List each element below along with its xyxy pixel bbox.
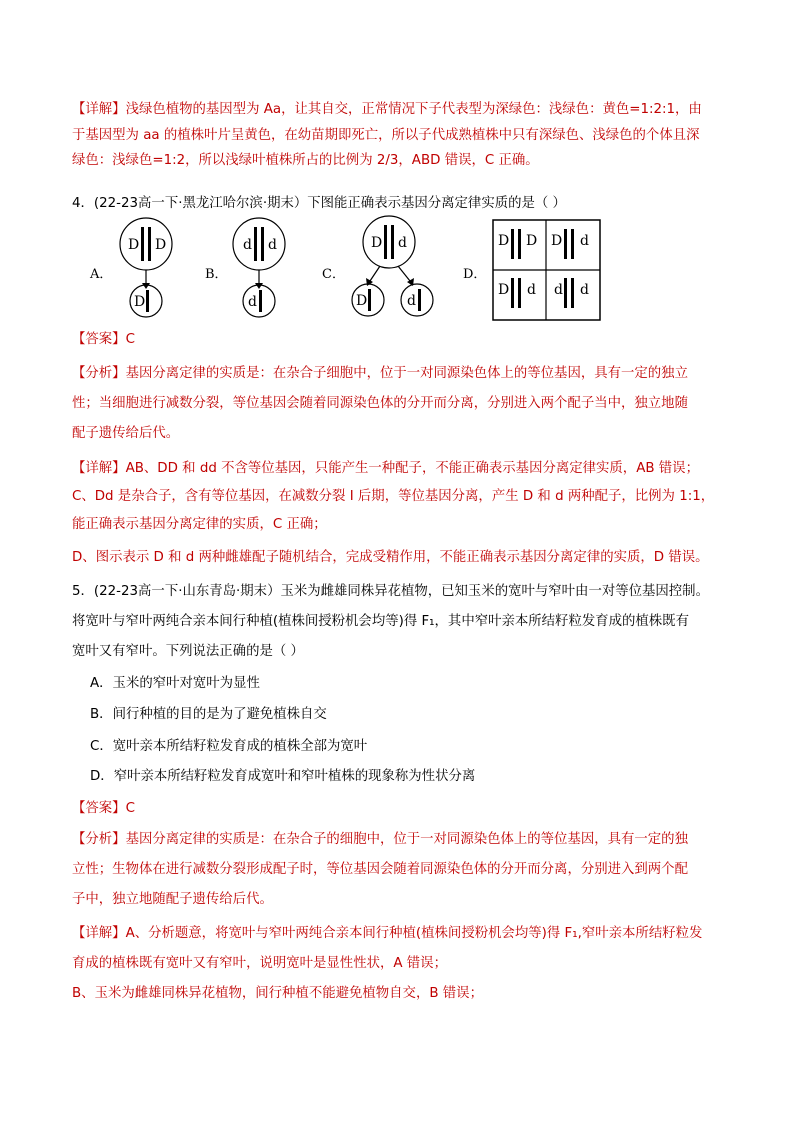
q5-option-d: D．窄叶亲本所结籽粒发育成宽叶和窄叶植株的现象称为性状分离	[90, 769, 476, 784]
q5-option-a: A．玉米的窄叶对宽叶为显性	[90, 676, 260, 691]
q4-option-c-label: C．	[322, 267, 345, 282]
answer-value: C	[125, 332, 135, 347]
diagram-c	[352, 216, 433, 316]
analysis-label: 【分析】	[72, 832, 126, 847]
gene-label: D	[356, 293, 368, 309]
q4-option-b-label: B．	[205, 267, 228, 282]
analysis-label: 【分析】	[72, 366, 126, 381]
gene-label: D	[371, 235, 383, 251]
q5-detail-line-1	[72, 924, 732, 944]
q4-detail-line-2: C、Dd 是杂合子，含有等位基因，在减数分裂 I 后期，等位基因分离，产生 D 和 d 两种配子，比例为 1:1，	[72, 489, 715, 504]
gene-label: d	[268, 237, 277, 253]
q4-detail-text-1: AB、DD 和 dd 不含等位基因，只能产生一种配子，不能正确表示基因分离定律实质，AB 错误；	[125, 461, 699, 476]
q4-option-a-label: A．	[90, 267, 113, 282]
answer-value: C	[125, 801, 135, 816]
q3-detail-line-2: 于基因型为 aa 的植株叶片呈黄色，在幼苗期即死亡，所以子代成熟植株中只有深绿色、浅绿色的个体且深	[72, 128, 700, 143]
gene-label: d	[243, 237, 252, 253]
q5-analysis-text-1: 基因分离定律的实质是：在杂合子的细胞中，位于一对同源染色体上的等位基因，具有一定的独	[125, 832, 688, 847]
q4-diagrams	[0, 215, 794, 325]
q5-analysis-line-3: 子中，独立地随配子遗传给后代。	[72, 892, 273, 907]
q5-detail-line-3: B、玉米为雌雄同株异花植物，间行种植不能避免植物自交，B 错误；	[72, 986, 483, 1001]
q5-option-c: C．宽叶亲本所结籽粒发育成的植株全部为宽叶	[90, 739, 368, 754]
q4-analysis-text-1: 基因分离定律的实质是：在杂合子细胞中，位于一对同源染色体上的等位基因，具有一定的独立	[125, 366, 688, 381]
diagram-a	[120, 218, 172, 317]
q5-detail-text-1: A、分析题意，将宽叶与窄叶两纯合亲本间行种植(植株间授粉机会均等)得 F₁,窄叶亲本所结籽粒发	[125, 926, 703, 941]
q3-detail-line-3: 绿色：浅绿色=1:2，所以浅绿叶植株所占的比例为 2/3，ABD 错误，C 正确。	[72, 153, 539, 168]
detail-label: 【详解】	[72, 102, 126, 117]
gene-label: D	[551, 233, 563, 249]
q5-stem-line-3: 宽叶又有窄叶。下列说法正确的是（ ）	[72, 644, 304, 659]
q5-stem-line-2: 将宽叶与窄叶两纯合亲本间行种植(植株间授粉机会均等)得 F₁，其中窄叶亲本所结籽粒发育成的植株既有	[72, 614, 689, 629]
gene-label: d	[554, 282, 563, 298]
gene-label: d	[248, 294, 257, 310]
gene-label: D	[128, 237, 140, 253]
answer-label: 【答案】	[72, 332, 126, 347]
gene-label: d	[398, 235, 407, 251]
q4-analysis-line-3: 配子遗传给后代。	[72, 426, 180, 441]
q5-option-b: B．间行种植的目的是为了避免植株自交	[90, 707, 327, 722]
q4-detail-line-4: D、图示表示 D 和 d 两种雌雄配子随机结合，完成受精作用，不能正确表示基因分离定律的实质，D 错误。	[72, 550, 709, 565]
gene-label: d	[580, 233, 589, 249]
gene-label: D	[526, 233, 538, 249]
detail-label: 【详解】	[72, 926, 126, 941]
q4-option-d-label: D．	[463, 267, 487, 282]
q5-analysis-line-1	[72, 830, 732, 850]
q3-detail-text-1: 浅绿色植物的基因型为 Aa，让其自交，正常情况下子代表型为深绿色：浅绿色：黄色=1:2:1，由	[125, 102, 702, 117]
q4-detail-line-1	[72, 459, 732, 479]
gene-label: D	[498, 282, 510, 298]
q5-detail-line-2: 育成的植株既有宽叶又有窄叶，说明宽叶是显性性状，A 错误；	[72, 956, 447, 971]
q4-analysis-line-2: 性；当细胞进行减数分裂，等位基因会随着同源染色体的分开而分离，分别进入两个配子当中，独立地随	[72, 396, 688, 411]
q5-answer	[72, 799, 732, 819]
gene-label: d	[580, 282, 589, 298]
detail-label: 【详解】	[72, 461, 126, 476]
q4-detail-line-3: 能正确表示基因分离定律的实质，C 正确；	[72, 517, 327, 532]
gene-label: D	[155, 237, 167, 253]
q4-stem: 4．(22-23高一下·黑龙江哈尔滨·期末）下图能正确表示基因分离定律实质的是（ ）	[72, 196, 566, 211]
gene-label: d	[527, 282, 536, 298]
gene-label: d	[407, 293, 416, 309]
diagram-d	[493, 220, 600, 320]
gene-label: D	[134, 294, 146, 310]
q5-stem-line-1: 5．(22-23高一下·山东青岛·期末）玉米为雌雄同株异花植物，已知玉米的宽叶与窄叶由一对等位基因控制。	[72, 584, 709, 599]
diagram-b	[233, 218, 285, 317]
q4-analysis-line-1	[72, 364, 732, 384]
q3-detail-line-1	[72, 100, 732, 120]
gene-label: D	[498, 233, 510, 249]
answer-label: 【答案】	[72, 801, 126, 816]
q4-answer	[72, 330, 732, 350]
q5-analysis-line-2: 立性；生物体在进行减数分裂形成配子时，等位基因会随着同源染色体的分开而分离，分别进入到两个配	[72, 862, 688, 877]
